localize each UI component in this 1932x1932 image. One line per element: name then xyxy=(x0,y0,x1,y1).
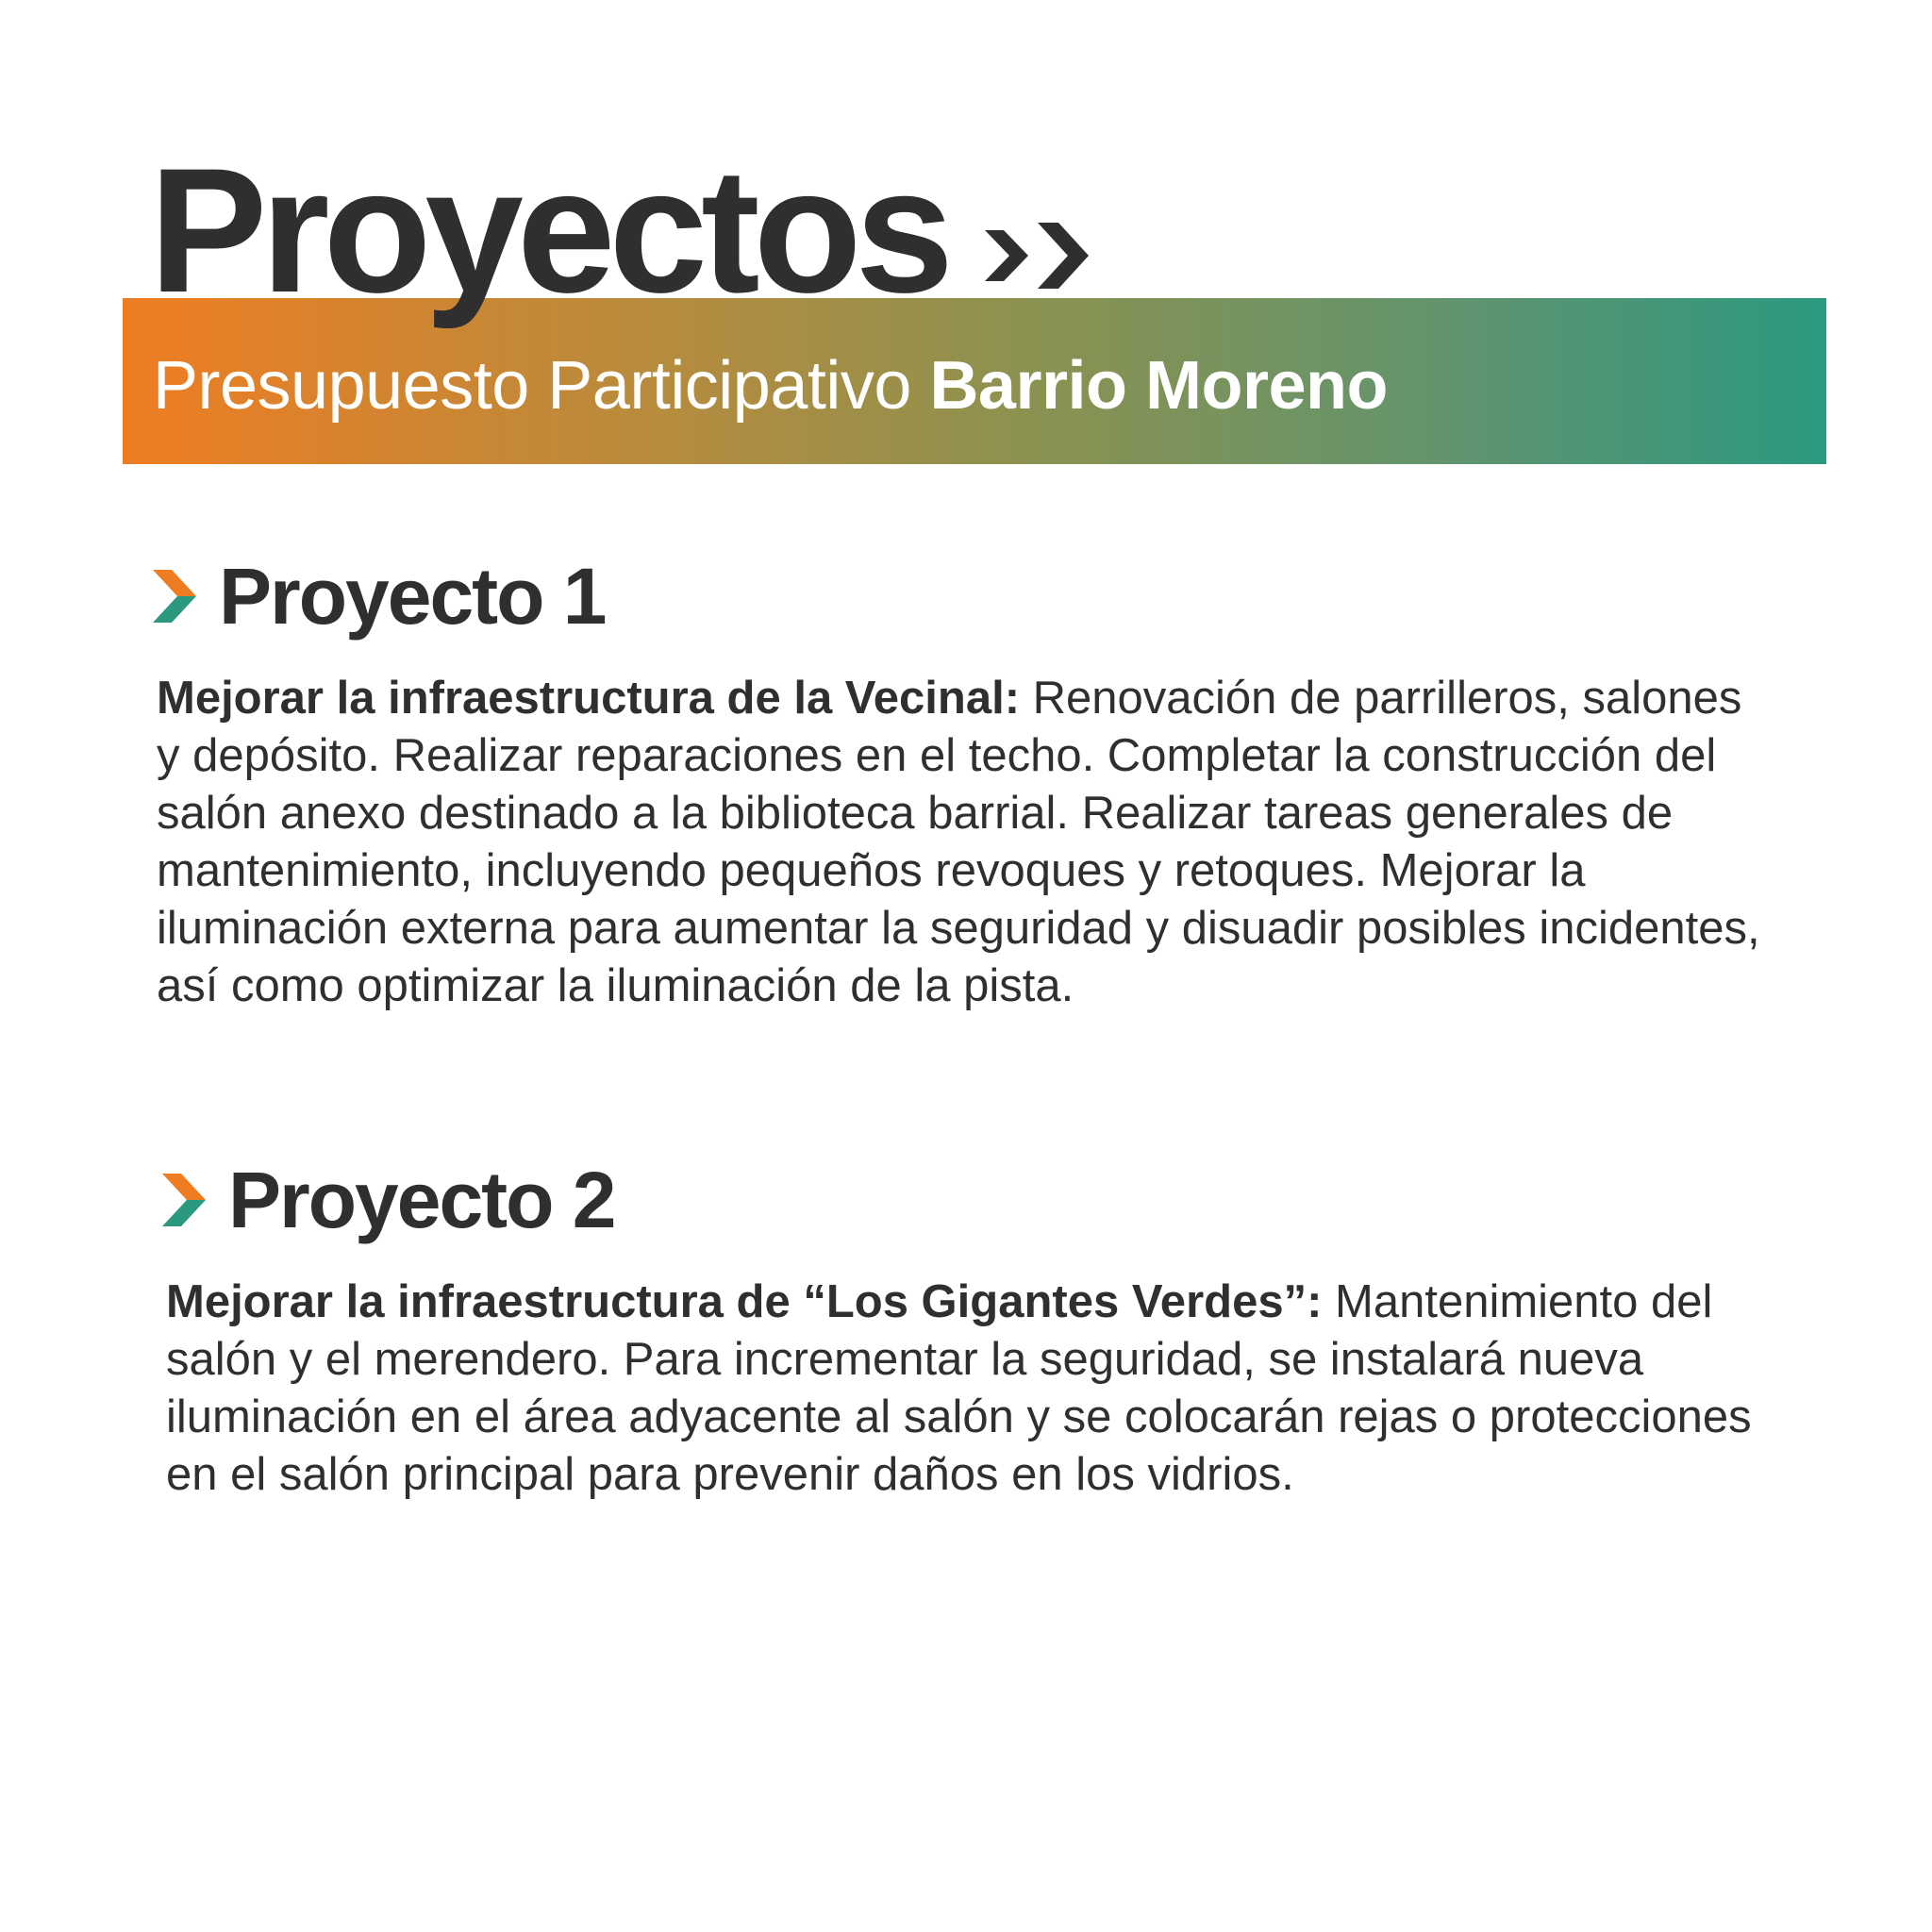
banner-text xyxy=(153,347,1388,425)
project-body-text: Mantenimiento del salón y el merendero. Para incrementar la seguridad, se instalará nueva iluminación en el área adyacente al salón y se colocarán rejas o protecciones en el salón principal para prevenir daños en los vidrios. xyxy=(166,1276,1752,1500)
project-title: Proyecto 2 xyxy=(228,1156,615,1244)
project-heading xyxy=(153,552,1932,641)
chevron-right-icon xyxy=(153,570,198,623)
project-lead: Mejorar la infraestructura de “Los Gigantes Verdes”: xyxy=(166,1276,1323,1327)
page-title: Proyectos xyxy=(149,131,948,329)
chevron-right-icon xyxy=(162,1174,208,1226)
project-description xyxy=(157,670,1760,1015)
project-lead: Mejorar la infraestructura de la Vecinal: xyxy=(157,673,1021,724)
project-section-1 xyxy=(0,552,1932,1015)
double-chevron-right-icon xyxy=(983,223,1096,289)
project-title: Proyecto 1 xyxy=(219,552,606,641)
project-section-2 xyxy=(0,1156,1932,1504)
banner-text-regular: Presupuesto Participativo xyxy=(153,348,930,424)
project-body-text: Renovación de parrilleros, salones y depósito. Realizar reparaciones en el techo. Completar la construcción del salón anexo destinado a la biblioteca barrial. Realizar tareas generales de mantenimiento, incluyendo pequeños revoques y retoques. Mejorar la iluminación externa para aumentar la seguridad y disuadir posibles incidentes, así como optimizar la iluminación de la pista. xyxy=(157,673,1760,1011)
banner-text-bold: Barrio Moreno xyxy=(929,348,1388,424)
project-description xyxy=(166,1274,1770,1504)
project-heading xyxy=(162,1156,1932,1244)
title-row xyxy=(149,131,1096,329)
